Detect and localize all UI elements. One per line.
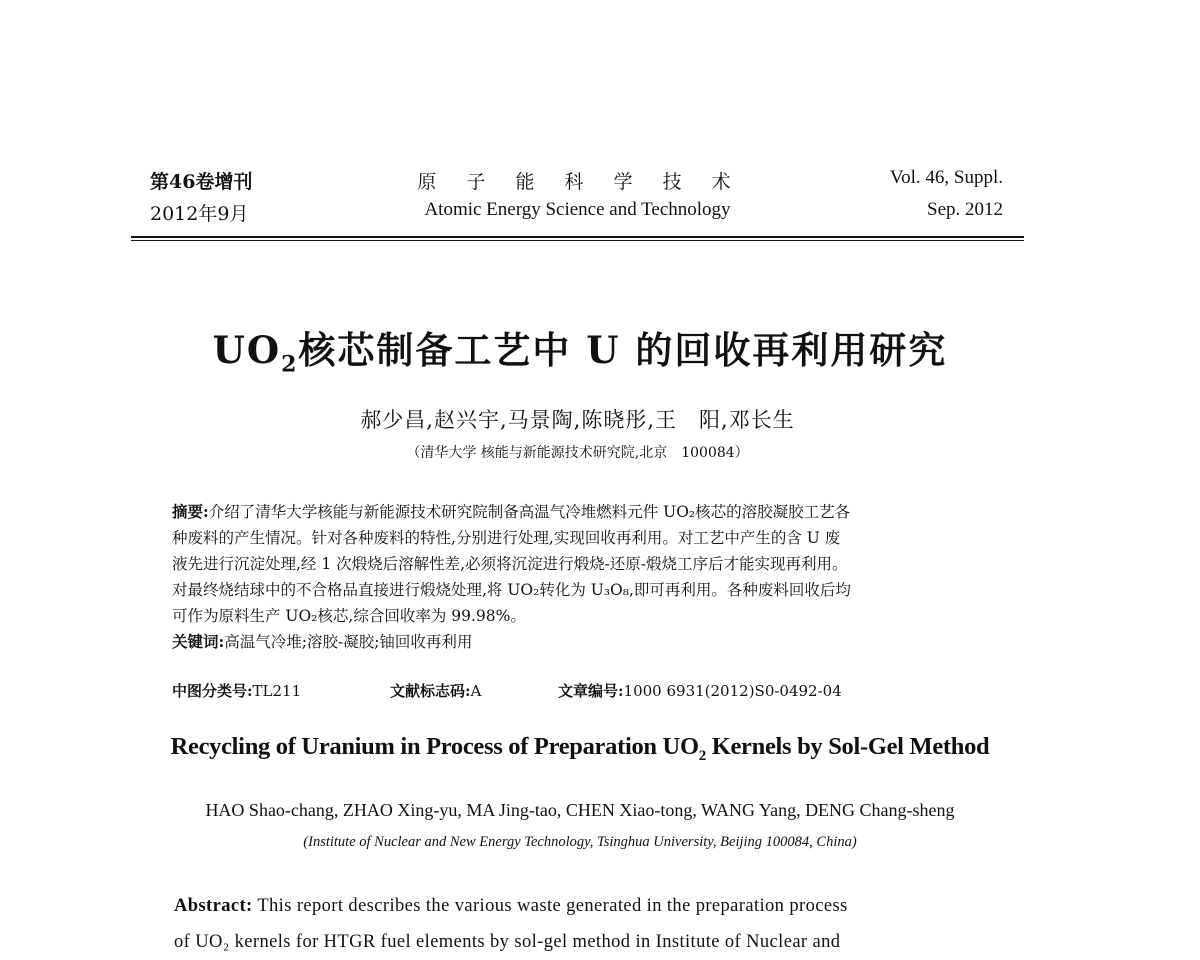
abstract-cn-line	[172, 499, 1002, 525]
title-en-rest: Kernels by Sol-Gel Method	[705, 733, 990, 760]
title-en-subscript: 2	[698, 747, 706, 764]
doc-code-value: A	[470, 682, 482, 700]
date-en: Sep. 2012	[927, 199, 1003, 220]
title-cn-prefix: UO	[212, 328, 282, 372]
abstract-en-line: of UO₂ kernels for HTGR fuel elements by sol-gel method in Institute of Nuclear and	[174, 932, 841, 952]
paper-title-cn	[0, 320, 1160, 377]
keywords-cn	[172, 629, 1002, 655]
header-rule-thin	[131, 240, 1024, 241]
document-code	[390, 680, 481, 701]
title-cn-subscript: 2	[281, 351, 299, 378]
abstract-en-line	[174, 888, 994, 924]
abstract-en-label: Abstract:	[174, 896, 253, 916]
affiliation-en: (Institute of Nuclear and New Energy Technology, Tsinghua University, Beijing 100084, China)	[303, 834, 857, 850]
journal-title-cn: 原 子 能 科 学 技 术	[417, 171, 743, 193]
header-rule-thick	[131, 236, 1024, 238]
keywords-cn-text: 高温气冷堆;溶胶-凝胶;铀回收再利用	[224, 633, 473, 651]
title-en-prefix: Recycling of Uranium in Process of Preparation UO	[170, 733, 699, 760]
date-cn: 2012年9月	[150, 203, 249, 225]
journal-title-en: Atomic Energy Science and Technology	[424, 199, 731, 220]
title-cn-rest: 核芯制备工艺中 U 的回收再利用研究	[298, 328, 948, 372]
clc-value: TL211	[252, 682, 302, 700]
abstract-cn-text: 介绍了清华大学核能与新能源技术研究院制备高温气冷堆燃料元件 UO₂核芯的溶胶凝胶工艺各	[208, 503, 851, 521]
abstract-en-text: This report describes the various waste generated in the preparation process	[257, 896, 848, 916]
article-no-value: 1000 6931(2012)S0-0492-04	[623, 682, 842, 700]
abstract-cn-line: 可作为原料生产 UO₂核芯,综合回收率为 99.98%。	[172, 607, 526, 625]
clc-label: 中图分类号:	[172, 682, 253, 700]
paper-title-en	[0, 733, 1160, 765]
abstract-en	[174, 888, 994, 960]
keywords-cn-label: 关键词:	[172, 632, 225, 651]
authors-en: HAO Shao-chang, ZHAO Xing-yu, MA Jing-tao, CHEN Xiao-tong, WANG Yang, DENG Chang-sheng	[205, 800, 955, 820]
affiliation-cn: （清华大学 核能与新能源技术研究院,北京 100084）	[406, 445, 749, 461]
abstract-cn-label: 摘要:	[172, 502, 209, 521]
abstract-cn	[172, 499, 1002, 655]
volume-en: Vol. 46, Suppl.	[889, 167, 1003, 188]
article-number	[558, 680, 842, 701]
abstract-cn-line: 种废料的产生情况。针对各种废料的特性,分别进行处理,实现回收再利用。对工艺中产生的含 U 废	[172, 529, 841, 547]
clc-number	[172, 680, 301, 701]
abstract-cn-line: 液先进行沉淀处理,经 1 次煅烧后溶解性差,必须将沉淀进行煅烧-还原-煅烧工序后才能实现再利用。	[172, 555, 848, 573]
article-no-label: 文章编号:	[558, 682, 624, 700]
authors-cn: 郝少昌,赵兴宇,马景陶,陈晓彤,王 阳,邓长生	[360, 408, 795, 432]
doc-code-label: 文献标志码:	[390, 682, 471, 700]
volume-cn: 第46卷增刊	[150, 171, 253, 193]
abstract-cn-line: 对最终烧结球中的不合格品直接进行煅烧处理,将 UO₂转化为 U₃O₈,即可再利用。各种废料回收后均	[172, 581, 851, 599]
